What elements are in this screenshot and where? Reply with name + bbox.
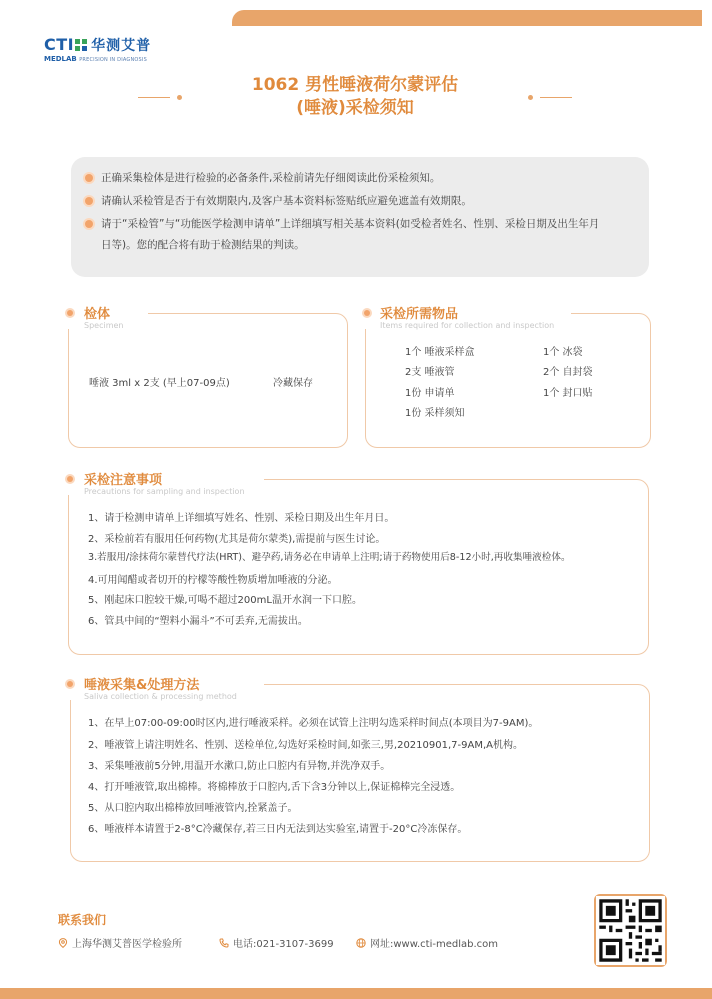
specimen-subtitle: Specimen	[84, 321, 124, 330]
precaution-line: 1、请于检测申请单上详细填写姓名、性别、采检日期及出生年月日。	[88, 513, 395, 524]
section-dot-icon	[364, 310, 370, 316]
precautions-box	[68, 479, 649, 655]
page-title	[140, 74, 570, 120]
item-right: 1个 封口贴	[543, 388, 593, 399]
precaution-line: 6、管具中间的“塑料小漏斗”不可丢弃,无需拔出。	[88, 616, 308, 627]
title-line-1: 1062 男性唾液荷尔蒙评估	[251, 75, 459, 95]
bullet-icon	[85, 220, 93, 228]
top-accent-band	[232, 10, 702, 26]
item-left: 1份 采样须知	[405, 408, 465, 419]
phone-icon	[219, 938, 229, 948]
items-title: 采检所需物品	[380, 307, 459, 322]
section-dot-icon	[67, 681, 73, 687]
method-title: 唾液采集&处理方法	[84, 678, 200, 693]
logo-grid-icon	[75, 39, 87, 51]
method-line: 4、打开唾液管,取出棉棒。将棉棒放于口腔内,舌下含3分钟以上,保证棉棒完全浸透。	[88, 782, 461, 793]
bottom-accent-band	[0, 988, 712, 999]
section-dot-icon	[67, 310, 73, 316]
company-logo	[44, 35, 151, 55]
bullet-icon	[85, 197, 93, 205]
method-line: 1、在早上07:00-09:00时区内,进行唾液采样。必须在试管上注明勾选采样时间点(本项目为7-9AM)。	[88, 718, 539, 729]
contact-phone: 电话:021-3107-3699	[219, 935, 334, 950]
item-right: 1个 冰袋	[543, 347, 583, 358]
notice-item: 正确采集检体是进行检验的必备条件,采检前请先仔细阅读此份采检须知。	[85, 168, 641, 189]
precautions-subtitle: Precautions for sampling and inspection	[84, 487, 245, 496]
title-line-2: (唾液)采检须知	[296, 98, 414, 118]
method-box	[70, 684, 650, 862]
qr-code-icon	[594, 894, 667, 967]
item-right: 2个 自封袋	[543, 367, 593, 378]
precaution-line: 2、采检前若有服用任何药物(尤其是荷尔蒙类),需提前与医生讨论。	[88, 534, 386, 545]
method-line: 5、从口腔内取出棉棒放回唾液管内,拴紧盖子。	[88, 803, 298, 814]
items-subtitle: Items required for collection and inspection	[380, 321, 555, 330]
method-subtitle: Saliva collection & processing method	[84, 692, 237, 701]
logo-tagline: PRECISION IN DIAGNOSIS	[79, 57, 147, 63]
contact-website[interactable]: 网址:www.cti-medlab.com	[356, 935, 498, 950]
method-line: 2、唾液管上请注明姓名、性别、送检单位,勾选好采检时间,如张三,男,20210901,7-9AM,A机构。	[88, 740, 523, 751]
items-box	[365, 313, 651, 448]
specimen-title: 检体	[84, 307, 111, 322]
method-line: 3、采集唾液前5分钟,用温开水漱口,防止口腔内有异物,并洗净双手。	[88, 761, 391, 772]
section-dot-icon	[67, 476, 73, 482]
specimen-storage: 冷藏保存	[273, 378, 313, 389]
globe-icon	[356, 938, 366, 948]
contact-address: 上海华测艾普医学检验所	[58, 935, 182, 950]
specimen-content: 唾液 3ml x 2支 (早上07-09点)	[89, 378, 230, 389]
qr-code-graphic	[596, 896, 665, 965]
precaution-line: 3.若服用/涂抹荷尔蒙替代疗法(HRT)、避孕药,请务必在申请单上注明;请于药物使用后8-12小时,再收集唾液检体。	[88, 552, 571, 563]
logo-brand: CTI	[44, 35, 75, 54]
notice-box	[71, 157, 649, 277]
notice-item: 请于“采检管”与“功能医学检测申请单”上详细填写相关基本资料(如受检者姓名、性别、采检日期及出生年月 日等)。您的配合将有助于检测结果的判读。	[85, 214, 641, 256]
logo-subline	[44, 55, 147, 63]
precautions-title: 采检注意事项	[84, 473, 163, 488]
item-left: 1个 唾液采样盒	[405, 347, 475, 358]
precaution-line: 4.可用闻醋或者切开的柠檬等酸性物质增加唾液的分泌。	[88, 575, 338, 586]
location-pin-icon	[58, 938, 68, 948]
logo-chinese-name: 华测艾普	[91, 38, 152, 54]
method-line: 6、唾液样本请置于2-8°C冷藏保存,若三日内无法到达实验室,请置于-20°C冷冻保存。	[88, 824, 468, 835]
item-left: 1份 申请单	[405, 388, 455, 399]
bullet-icon	[85, 174, 93, 182]
item-left: 2支 唾液管	[405, 367, 455, 378]
notice-item: 请确认采检管是否于有效期限内,及客户基本资料标签贴纸应避免遮盖有效期限。	[85, 191, 641, 212]
contact-title: 联系我们	[58, 913, 107, 927]
logo-sub-brand: MEDLAB	[44, 55, 77, 63]
precaution-line: 5、刚起床口腔较干燥,可喝不超过200mL温开水润一下口腔。	[88, 595, 362, 606]
